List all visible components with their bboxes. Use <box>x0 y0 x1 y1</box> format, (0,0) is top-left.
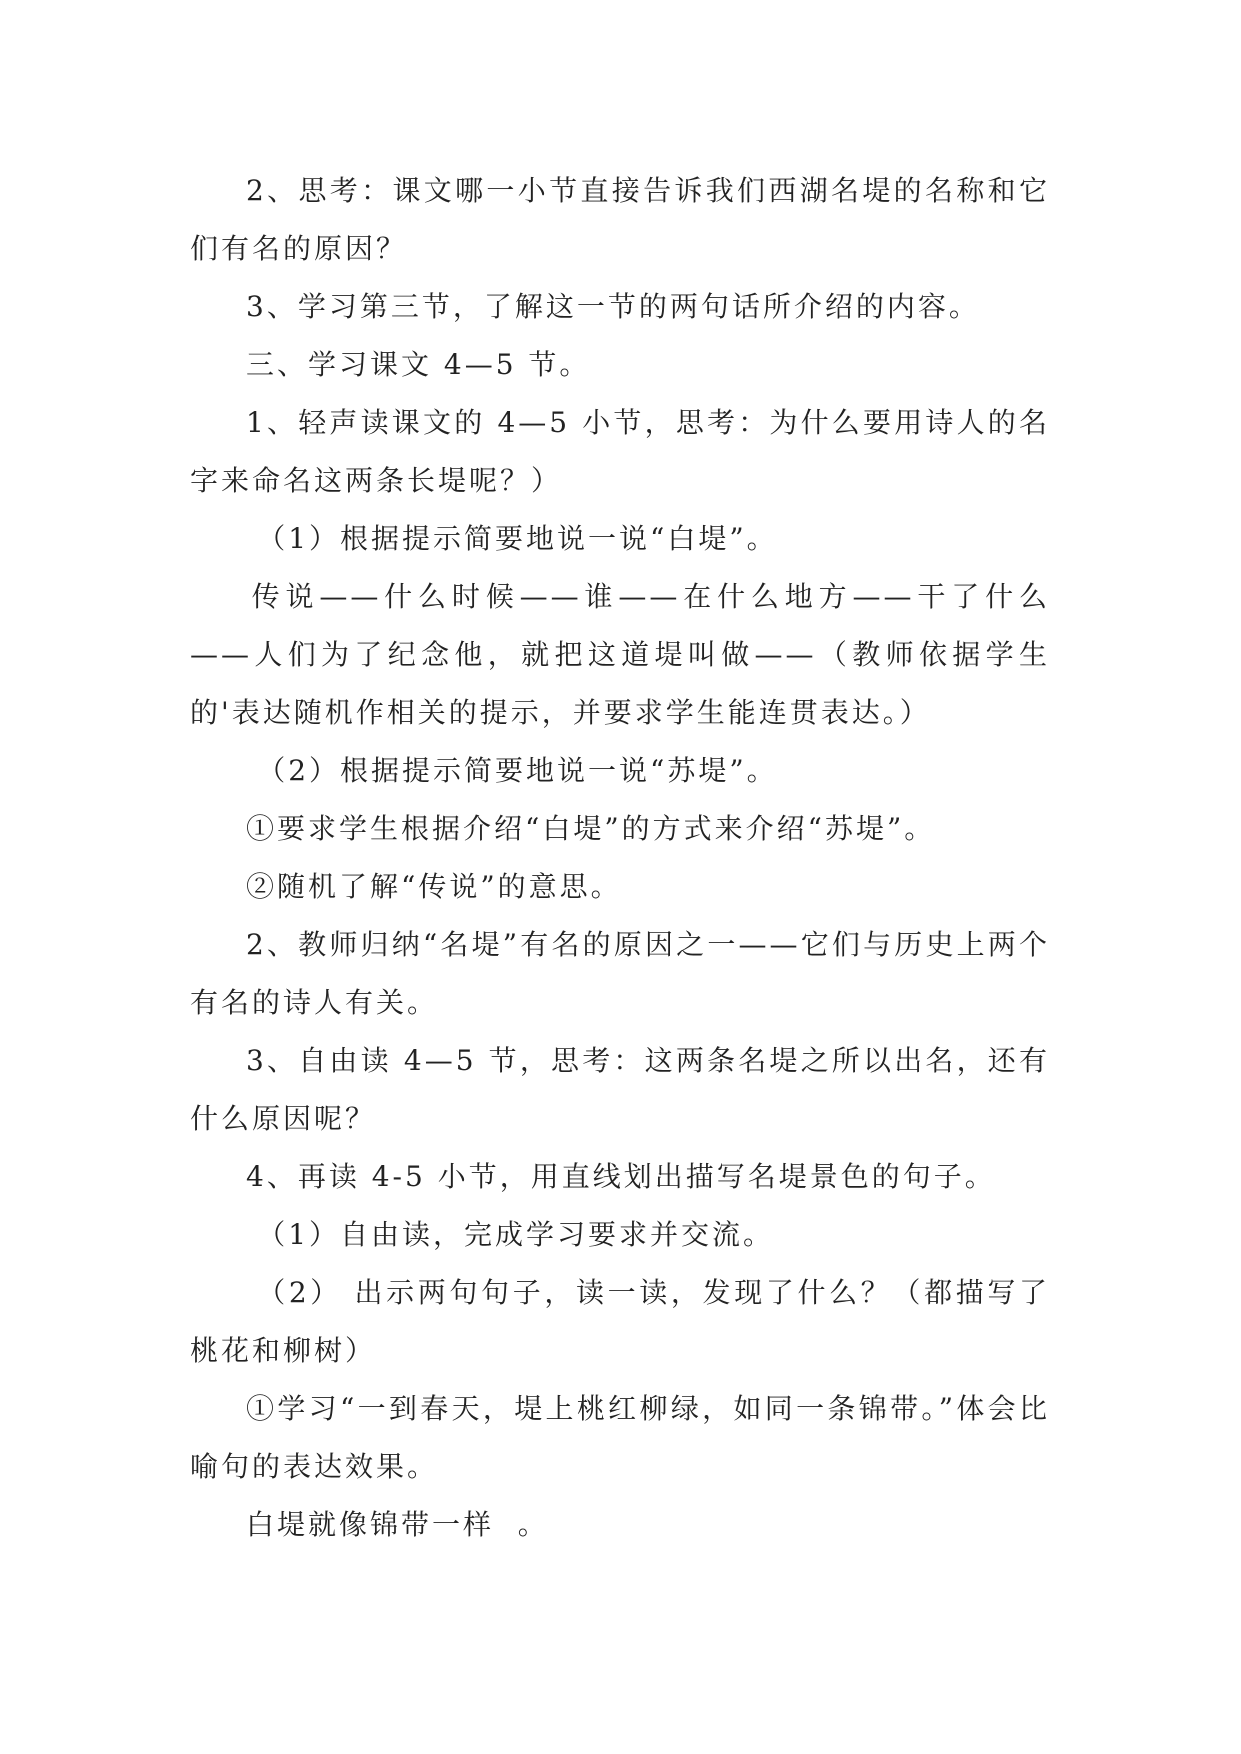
paragraph-sudi-prompt: （2）根据提示简要地说一说“苏堤”。 <box>257 754 778 787</box>
paragraph-two-sentences: （2） 出示两句句子，读一读，发现了什么？（都描写了桃花和柳树） <box>190 1276 1050 1367</box>
paragraph-baidi-brocade: 白堤就像锦带一样 。 <box>246 1508 549 1541</box>
document-body <box>190 162 1050 1554</box>
paragraph-study-section-three: 3、学习第三节，了解这一节的两句话所介绍的内容。 <box>246 290 980 323</box>
paragraph-reread-underline: 4、再读 4-5 小节，用直线划出描写名堤景色的句子。 <box>246 1160 996 1193</box>
paragraph-baidi-prompt: （1）根据提示简要地说一说“白堤”。 <box>257 522 778 555</box>
paragraph-introduce-sudi: ①要求学生根据介绍“白堤”的方式来介绍“苏堤”。 <box>246 812 936 845</box>
paragraph-teacher-summary: 2、教师归纳“名堤”有名的原因之一——它们与历史上两个有名的诗人有关。 <box>190 928 1050 1019</box>
paragraph-heading-study-4-5: 三、学习课文 4—5 节。 <box>246 348 591 381</box>
paragraph-metaphor-study: ①学习“一到春天，堤上桃红柳绿，如同一条锦带。”体会比喻句的表达效果。 <box>190 1392 1050 1483</box>
paragraph-free-reading: 3、自由读 4—5 节，思考：这两条名堤之所以出名，还有什么原因呢？ <box>190 1044 1050 1135</box>
paragraph-legend-meaning: ②随机了解“传说”的意思。 <box>246 870 622 903</box>
paragraph-read-softly: 1、轻声读课文的 4—5 小节，思考：为什么要用诗人的名字来命名这两条长堤呢？） <box>190 406 1050 497</box>
paragraph-think-question: 2、思考：课文哪一小节直接告诉我们西湖名堤的名称和它们有名的原因？ <box>190 174 1050 265</box>
paragraph-legend-chain: 传说——什么时候——谁——在什么地方——干了什么——人们为了纪念他，就把这道堤叫做——（教师依据学生的'表达随机作相关的提示，并要求学生能连贯表达。） <box>190 580 1050 729</box>
paragraph-free-read-exchange: （1）自由读，完成学习要求并交流。 <box>257 1218 775 1251</box>
